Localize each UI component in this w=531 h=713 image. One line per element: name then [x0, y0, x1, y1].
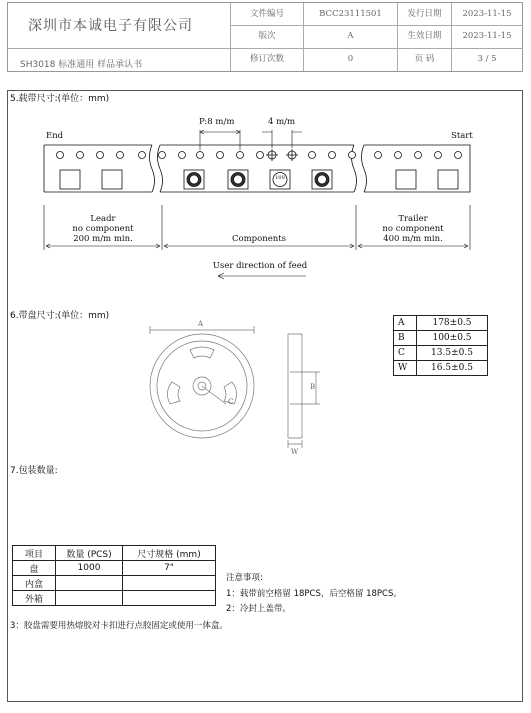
version-label: 版次: [230, 25, 303, 48]
leader-sub1: no component: [72, 224, 134, 234]
spec-key: A: [394, 316, 417, 331]
table-cell: [123, 591, 216, 606]
table-row: [13, 591, 216, 606]
spec-value: 178±0.5: [417, 316, 488, 331]
leader-title: Leadr: [90, 214, 116, 224]
tape-section-title: 5.载带尺寸:(单位：mm): [10, 94, 110, 104]
trailer-sub1: no component: [382, 224, 444, 234]
table-cell: 7": [123, 561, 216, 576]
revision-label: 修订次数: [230, 48, 303, 71]
tape-end-label: End: [46, 131, 64, 141]
reel-section-title: 6.带盘尺寸:(单位：mm): [10, 311, 110, 321]
pitch-label: P:8 m/m: [199, 117, 235, 127]
trailer-title: Trailer: [398, 214, 428, 224]
table-header: 项目: [13, 546, 56, 561]
sprocket-holes: [57, 151, 462, 159]
table-cell: 内盒: [13, 576, 56, 591]
tape-start-label: Start: [451, 131, 473, 141]
table-header: 数量 (PCS): [56, 546, 123, 561]
spec-value: 16.5±0.5: [417, 361, 488, 376]
spec-key: C: [394, 346, 417, 361]
reel-front-view: [150, 326, 254, 438]
spec-key: W: [394, 361, 417, 376]
feed-direction-label: User direction of feed: [212, 261, 308, 271]
issue-date-label: 发行日期: [397, 3, 451, 25]
table-row: [13, 546, 216, 561]
table-row: [13, 561, 216, 576]
issue-date-value: 2023-11-15: [451, 3, 522, 25]
notes-title: 注意事项:: [226, 573, 263, 583]
table-row: [394, 331, 488, 346]
table-row: [394, 361, 488, 376]
page-label: 页 码: [397, 48, 451, 71]
effective-date-value: 2023-11-15: [451, 25, 522, 48]
table-row: [13, 576, 216, 591]
version-value: A: [303, 25, 397, 48]
revision-value: 0: [303, 48, 397, 71]
components-label: Components: [232, 234, 286, 244]
table-cell: [123, 576, 216, 591]
note-2: 2：冷封上盖带。: [226, 604, 291, 614]
company-name: 深圳市本诚电子有限公司: [28, 18, 193, 34]
document-subtitle: SH3018 标准通用 样品承认书: [20, 60, 143, 70]
table-cell: 外箱: [13, 591, 56, 606]
reel-side-view: [288, 334, 320, 448]
leader-sub2: 200 m/m min.: [73, 234, 133, 244]
reel-dim-c: C: [228, 398, 234, 406]
trailer-sub2: 400 m/m min.: [383, 234, 443, 244]
table-cell: [56, 576, 123, 591]
reel-dim-b: B: [310, 383, 316, 391]
packing-section-title: 7.包装数量:: [10, 466, 58, 476]
table-cell: 盘: [13, 561, 56, 576]
note-3: 3：胶盘需要用热熔胶对卡扣进行点胶固定或使用一体盒。: [10, 621, 228, 631]
page-value: 3 / 5: [451, 48, 522, 71]
reel-dim-a: A: [198, 320, 204, 328]
doc-no-label: 文件编号: [230, 3, 303, 25]
filled-pockets: [184, 170, 332, 189]
table-row: [394, 316, 488, 331]
hole-pitch-label: 4 m/m: [268, 117, 296, 127]
table-row: [394, 346, 488, 361]
spec-value: 13.5±0.5: [417, 346, 488, 361]
packing-table: [12, 545, 216, 606]
empty-pockets: [60, 170, 458, 189]
part-marking: 100: [275, 175, 285, 181]
doc-no-value: BCC23111501: [303, 3, 397, 25]
effective-date-label: 生效日期: [397, 25, 451, 48]
spec-value: 100±0.5: [417, 331, 488, 346]
table-cell: 1000: [56, 561, 123, 576]
reel-dim-w: W: [291, 448, 299, 456]
table-cell: [56, 591, 123, 606]
table-header: 尺寸规格 (mm): [123, 546, 216, 561]
note-1: 1：载带前空格留 18PCS，后空格留 18PCS。: [226, 589, 402, 599]
reel-spec-table: [393, 315, 488, 376]
spec-key: B: [394, 331, 417, 346]
